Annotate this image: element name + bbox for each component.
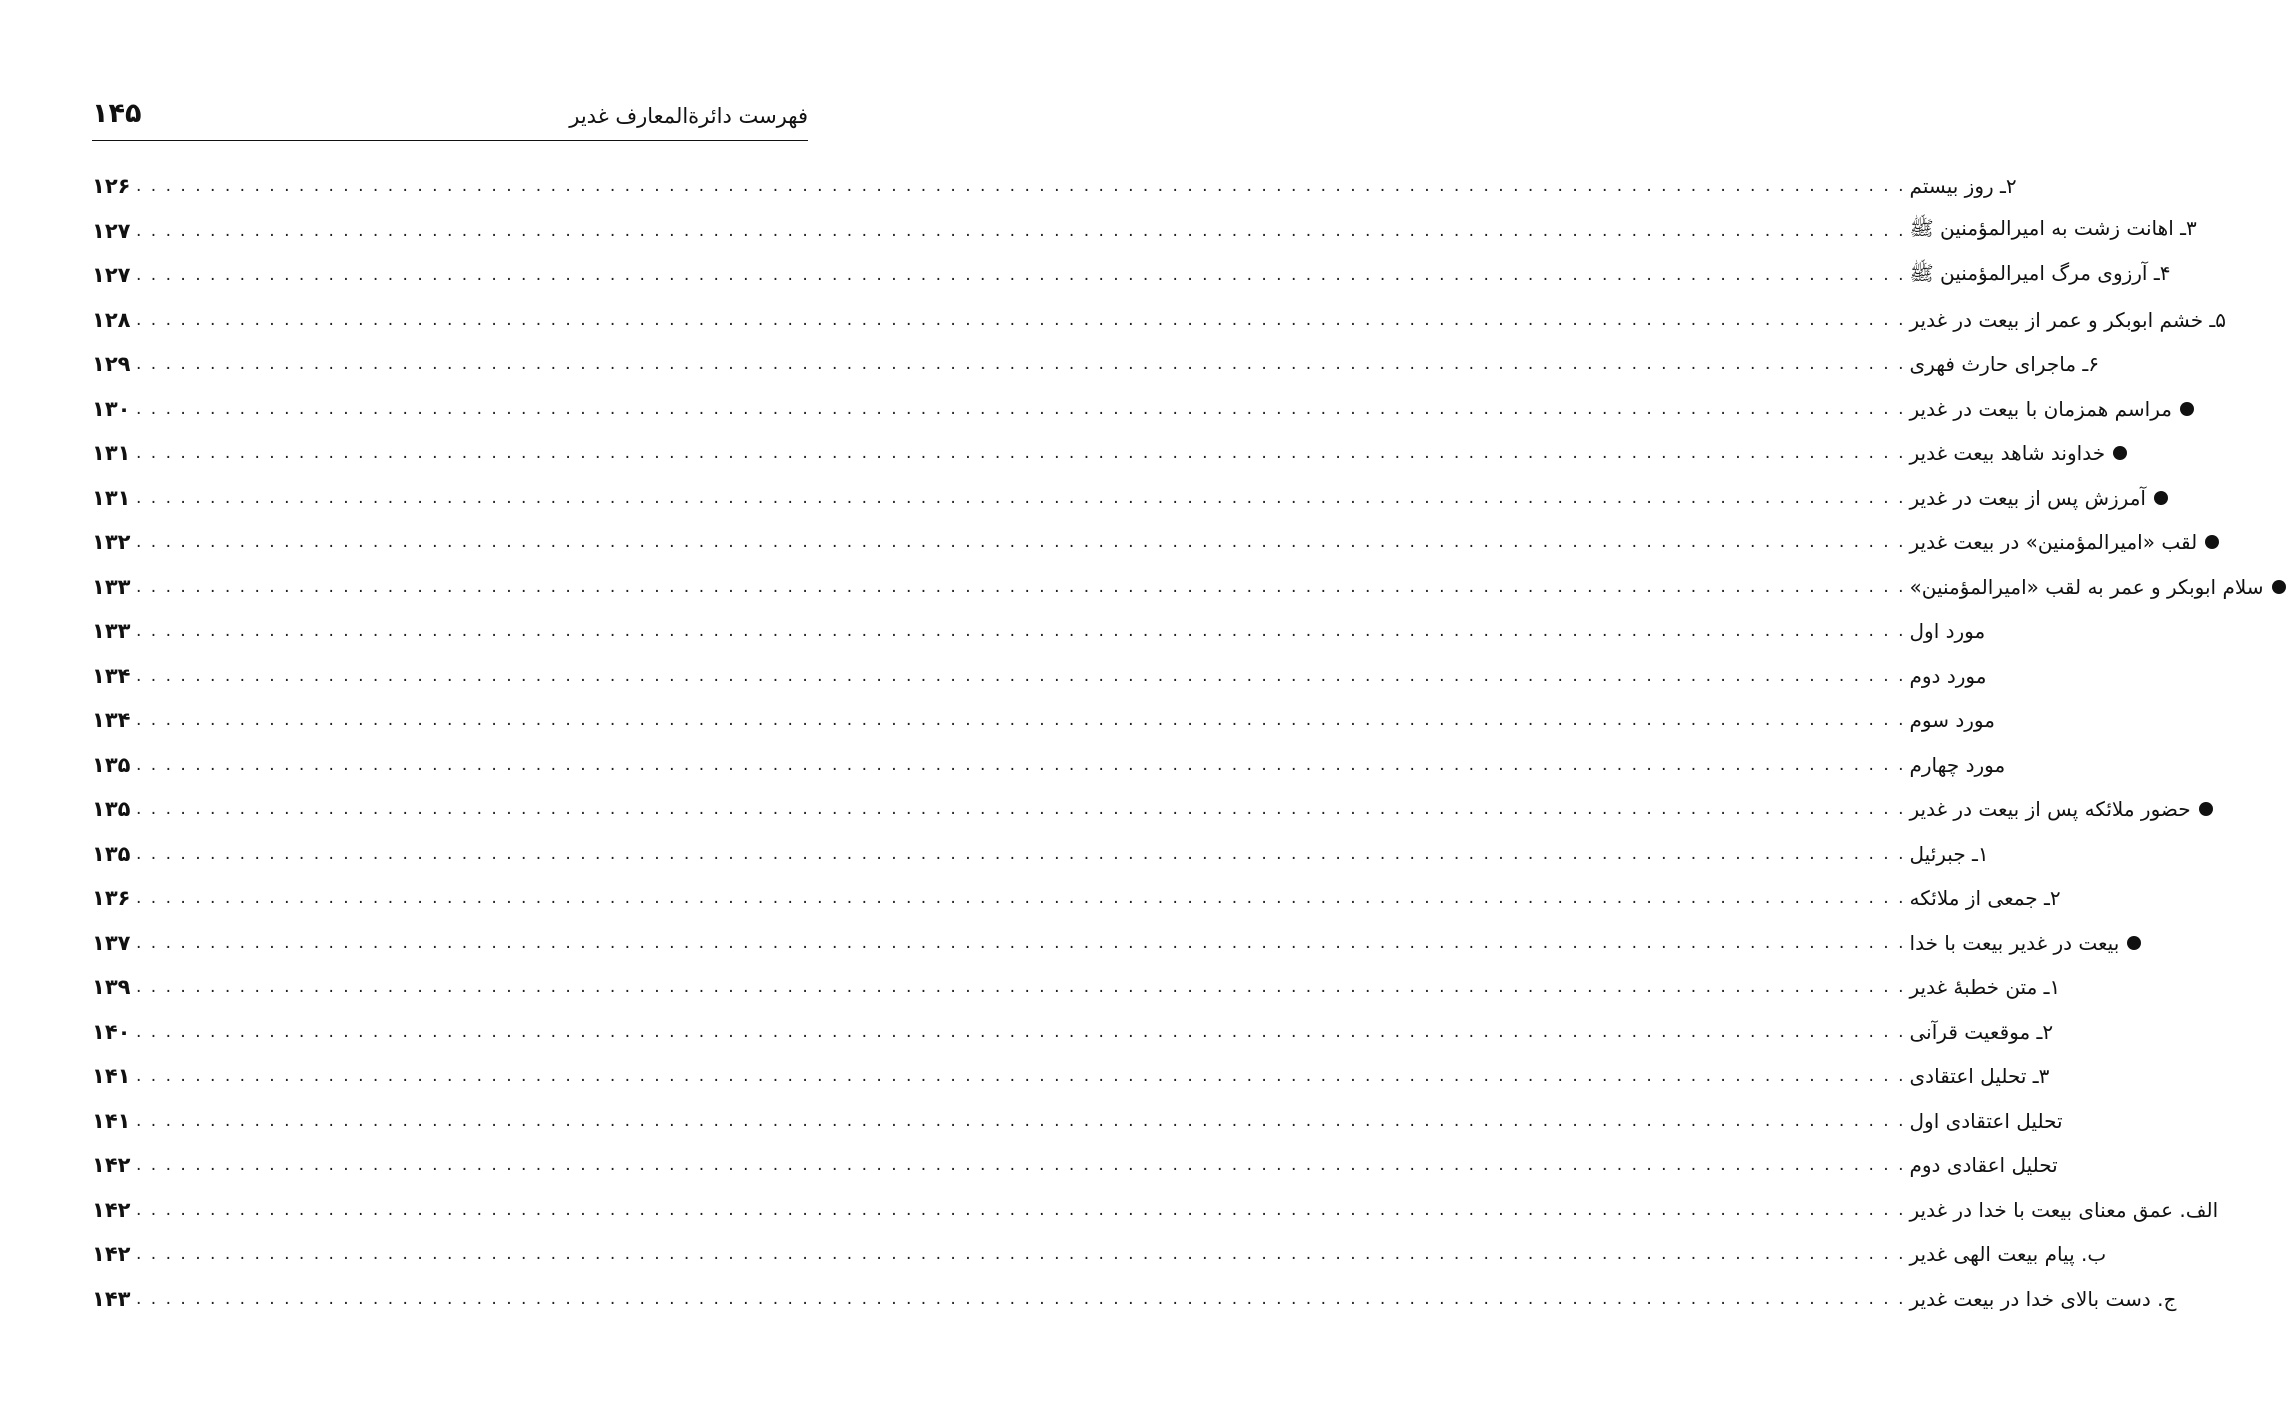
- dot-leader: . . . . . . . . . . . . . . . . . . . . . . . . . . . . . . . . . . . . . . . . . . . . . . . . . . . . . . . . . . . . . . . . . . . . . . . . . . . . . . . . . . . . . . . . . . . . . . . . . . . . . . . . . . . . . . . . . . . . . . . .: [136, 443, 1906, 464]
- dot-leader: . . . . . . . . . . . . . . . . . . . . . . . . . . . . . . . . . . . . . . . . . . . . . . . . . . . . . . . . . . . . . . . . . . . . . . . . . . . . . . . . . . . . . . . . . . . . . . . . . . . . . . . . . . . . . . . . . . . . . . . .: [136, 576, 1906, 597]
- toc-entry-label: حضور ملائکه پس از بیعت در غدیر: [1909, 797, 2191, 822]
- toc-entry: [92, 1143, 2058, 1188]
- dot-leader: . . . . . . . . . . . . . . . . . . . . . . . . . . . . . . . . . . . . . . . . . . . . . . . . . . . . . . . . . . . . . . . . . . . . . . . . . . . . . . . . . . . . . . . . . . . . . . . . . . . . . . . . . . . . . . . . . . . . . . . .: [136, 621, 1906, 642]
- toc-page-number: ۱۳۶: [92, 886, 131, 911]
- toc-page-number: ۱۲۷: [92, 263, 131, 288]
- toc-entry-label: ۲ـ جمعی از ملائکه: [1909, 886, 2061, 911]
- dot-leader: . . . . . . . . . . . . . . . . . . . . . . . . . . . . . . . . . . . . . . . . . . . . . . . . . . . . . . . . . . . . . . . . . . . . . . . . . . . . . . . . . . . . . . . . . . . . . . . . . . . . . . . . . . . . . . . . . . . . . . . .: [136, 1244, 1906, 1265]
- toc-entry-label: مورد سوم: [1909, 708, 1995, 733]
- toc-page-number: ۱۴۳: [92, 1286, 131, 1311]
- toc-entry: [92, 1232, 2107, 1277]
- toc-entry: [92, 1188, 2219, 1233]
- dot-leader: . . . . . . . . . . . . . . . . . . . . . . . . . . . . . . . . . . . . . . . . . . . . . . . . . . . . . . . . . . . . . . . . . . . . . . . . . . . . . . . . . . . . . . . . . . . . . . . . . . . . . . . . . . . . . . . . . . . . . . . .: [136, 1021, 1906, 1042]
- toc-entry: [92, 698, 1995, 743]
- toc-entry-label: لقب «امیرالمؤمنین» در بیعت غدیر: [1909, 530, 2198, 555]
- dot-leader: . . . . . . . . . . . . . . . . . . . . . . . . . . . . . . . . . . . . . . . . . . . . . . . . . . . . . . . . . . . . . . . . . . . . . . . . . . . . . . . . . . . . . . . . . . . . . . . . . . . . . . . . . . . . . . . . . . . . . . . .: [136, 1199, 1906, 1220]
- toc-page-number: ۱۲۹: [92, 352, 131, 377]
- toc-entry-label: ۲ـ موقعیت قرآنی: [1909, 1019, 2054, 1044]
- toc-page-number: ۱۳۳: [92, 574, 131, 599]
- dot-leader: . . . . . . . . . . . . . . . . . . . . . . . . . . . . . . . . . . . . . . . . . . . . . . . . . . . . . . . . . . . . . . . . . . . . . . . . . . . . . . . . . . . . . . . . . . . . . . . . . . . . . . . . . . . . . . . . . . . . . . . .: [136, 977, 1906, 998]
- toc-entry: [92, 431, 2106, 476]
- toc-entry-label: تحلیل اعقادی دوم: [1909, 1153, 2058, 1178]
- dot-leader: . . . . . . . . . . . . . . . . . . . . . . . . . . . . . . . . . . . . . . . . . . . . . . . . . . . . . . . . . . . . . . . . . . . . . . . . . . . . . . . . . . . . . . . . . . . . . . . . . . . . . . . . . . . . . . . . . . . . . . . .: [136, 799, 1906, 820]
- toc-entry-label: تحلیل اعتقادی اول: [1909, 1108, 2063, 1133]
- toc-page-number: ۱۲۶: [92, 174, 131, 199]
- toc-entry: [92, 520, 2198, 565]
- dot-leader: . . . . . . . . . . . . . . . . . . . . . . . . . . . . . . . . . . . . . . . . . . . . . . . . . . . . . . . . . . . . . . . . . . . . . . . . . . . . . . . . . . . . . . . . . . . . . . . . . . . . . . . . . . . . . . . . . . . . . . . .: [136, 354, 1906, 375]
- toc-page-number: ۱۳۲: [92, 530, 131, 555]
- toc-entry-label: ۱ـ متن خطبهٔ غدیر: [1909, 975, 2061, 1000]
- running-title: فهرست دائرةالمعارف غدیر: [569, 104, 808, 128]
- toc-entry-label: ۵ـ خشم ابوبکر و عمر از بیعت در غدیر: [1909, 307, 2227, 332]
- dot-leader: . . . . . . . . . . . . . . . . . . . . . . . . . . . . . . . . . . . . . . . . . . . . . . . . . . . . . . . . . . . . . . . . . . . . . . . . . . . . . . . . . . . . . . . . . . . . . . . . . . . . . . . . . . . . . . . . . . . . . . . .: [136, 1110, 1906, 1131]
- dot-leader: . . . . . . . . . . . . . . . . . . . . . . . . . . . . . . . . . . . . . . . . . . . . . . . . . . . . . . . . . . . . . . . . . . . . . . . . . . . . . . . . . . . . . . . . . . . . . . . . . . . . . . . . . . . . . . . . . . . . . . . .: [136, 220, 1906, 241]
- toc-entry-label: ۱ـ جبرئیل: [1909, 841, 1989, 866]
- toc-entry: [92, 298, 2227, 343]
- dot-leader: . . . . . . . . . . . . . . . . . . . . . . . . . . . . . . . . . . . . . . . . . . . . . . . . . . . . . . . . . . . . . . . . . . . . . . . . . . . . . . . . . . . . . . . . . . . . . . . . . . . . . . . . . . . . . . . . . . . . . . . .: [136, 487, 1906, 508]
- toc-page-number: ۱۳۵: [92, 797, 131, 822]
- toc-entry-label: مورد اول: [1909, 619, 1986, 644]
- toc-page-number: ۱۲۸: [92, 307, 131, 332]
- toc-entry: [92, 253, 2171, 298]
- toc-page-number: ۱۴۲: [92, 1242, 131, 1267]
- toc-entry: [92, 1010, 2054, 1055]
- toc-entry: [92, 787, 2191, 832]
- toc-entry: [92, 209, 2197, 254]
- toc-entry-label: مورد چهارم: [1909, 752, 2006, 777]
- toc-entry-label: مراسم همزمان با بیعت در غدیر: [1909, 396, 2172, 421]
- toc-entry: [92, 876, 2061, 921]
- bullet-icon: [2154, 491, 2168, 505]
- dot-leader: . . . . . . . . . . . . . . . . . . . . . . . . . . . . . . . . . . . . . . . . . . . . . . . . . . . . . . . . . . . . . . . . . . . . . . . . . . . . . . . . . . . . . . . . . . . . . . . . . . . . . . . . . . . . . . . . . . . . . . . .: [136, 843, 1906, 864]
- toc-entry-label: ج. دست بالای خدا در بیعت غدیر: [1909, 1286, 2177, 1311]
- dot-leader: . . . . . . . . . . . . . . . . . . . . . . . . . . . . . . . . . . . . . . . . . . . . . . . . . . . . . . . . . . . . . . . . . . . . . . . . . . . . . . . . . . . . . . . . . . . . . . . . . . . . . . . . . . . . . . . . . . . . . . . .: [136, 176, 1906, 197]
- dot-leader: . . . . . . . . . . . . . . . . . . . . . . . . . . . . . . . . . . . . . . . . . . . . . . . . . . . . . . . . . . . . . . . . . . . . . . . . . . . . . . . . . . . . . . . . . . . . . . . . . . . . . . . . . . . . . . . . . . . . . . . .: [136, 398, 1906, 419]
- toc-entry-label: مورد دوم: [1909, 663, 1987, 688]
- bullet-icon: [2180, 402, 2194, 416]
- toc-entry: [92, 164, 2017, 209]
- bullet-icon: [2127, 936, 2141, 950]
- toc-page-number: ۱۳۵: [92, 752, 131, 777]
- toc-entry-label: ۶ـ ماجرای حارث فهری: [1909, 352, 2100, 377]
- toc-page-number: ۱۳۳: [92, 619, 131, 644]
- dot-leader: . . . . . . . . . . . . . . . . . . . . . . . . . . . . . . . . . . . . . . . . . . . . . . . . . . . . . . . . . . . . . . . . . . . . . . . . . . . . . . . . . . . . . . . . . . . . . . . . . . . . . . . . . . . . . . . . . . . . . . . .: [136, 309, 1906, 330]
- toc-entry: [92, 832, 1989, 877]
- toc-page-number: ۱۴۰: [92, 1019, 131, 1044]
- toc-entry: [92, 1099, 2063, 1144]
- toc-entry: [92, 921, 2120, 966]
- toc-page-number: ۱۴۱: [92, 1064, 131, 1089]
- page-header: [92, 96, 808, 141]
- dot-leader: . . . . . . . . . . . . . . . . . . . . . . . . . . . . . . . . . . . . . . . . . . . . . . . . . . . . . . . . . . . . . . . . . . . . . . . . . . . . . . . . . . . . . . . . . . . . . . . . . . . . . . . . . . . . . . . . . . . . . . . .: [136, 1155, 1906, 1176]
- toc-page-number: ۱۳۱: [92, 485, 131, 510]
- bullet-icon: [2113, 446, 2127, 460]
- dot-leader: . . . . . . . . . . . . . . . . . . . . . . . . . . . . . . . . . . . . . . . . . . . . . . . . . . . . . . . . . . . . . . . . . . . . . . . . . . . . . . . . . . . . . . . . . . . . . . . . . . . . . . . . . . . . . . . . . . . . . . . .: [136, 710, 1906, 731]
- dot-leader: . . . . . . . . . . . . . . . . . . . . . . . . . . . . . . . . . . . . . . . . . . . . . . . . . . . . . . . . . . . . . . . . . . . . . . . . . . . . . . . . . . . . . . . . . . . . . . . . . . . . . . . . . . . . . . . . . . . . . . . .: [136, 932, 1906, 953]
- dot-leader: . . . . . . . . . . . . . . . . . . . . . . . . . . . . . . . . . . . . . . . . . . . . . . . . . . . . . . . . . . . . . . . . . . . . . . . . . . . . . . . . . . . . . . . . . . . . . . . . . . . . . . . . . . . . . . . . . . . . . . . .: [136, 532, 1906, 553]
- dot-leader: . . . . . . . . . . . . . . . . . . . . . . . . . . . . . . . . . . . . . . . . . . . . . . . . . . . . . . . . . . . . . . . . . . . . . . . . . . . . . . . . . . . . . . . . . . . . . . . . . . . . . . . . . . . . . . . . . . . . . . . .: [136, 888, 1906, 909]
- toc-entry: [92, 1054, 2050, 1099]
- toc-entry: [92, 965, 2061, 1010]
- toc-page-number: ۱۳۴: [92, 663, 131, 688]
- toc-page-number: ۱۴۲: [92, 1153, 131, 1178]
- toc-page-number: ۱۲۷: [92, 218, 131, 243]
- toc-page-number: ۱۳۰: [92, 396, 131, 421]
- dot-leader: . . . . . . . . . . . . . . . . . . . . . . . . . . . . . . . . . . . . . . . . . . . . . . . . . . . . . . . . . . . . . . . . . . . . . . . . . . . . . . . . . . . . . . . . . . . . . . . . . . . . . . . . . . . . . . . . . . . . . . . .: [136, 265, 1906, 286]
- dot-leader: . . . . . . . . . . . . . . . . . . . . . . . . . . . . . . . . . . . . . . . . . . . . . . . . . . . . . . . . . . . . . . . . . . . . . . . . . . . . . . . . . . . . . . . . . . . . . . . . . . . . . . . . . . . . . . . . . . . . . . . .: [136, 754, 1906, 775]
- toc-entry-label: خداوند شاهد بیعت غدیر: [1909, 441, 2106, 466]
- toc-entry-label: الف. عمق معنای بیعت با خدا در غدیر: [1909, 1197, 2219, 1222]
- toc-entry-label: ۳ـ اهانت زشت به امیرالمؤمنین ﷺ: [1909, 216, 2197, 241]
- dot-leader: . . . . . . . . . . . . . . . . . . . . . . . . . . . . . . . . . . . . . . . . . . . . . . . . . . . . . . . . . . . . . . . . . . . . . . . . . . . . . . . . . . . . . . . . . . . . . . . . . . . . . . . . . . . . . . . . . . . . . . . .: [136, 1288, 1906, 1309]
- bullet-icon: [2205, 535, 2219, 549]
- toc-page-number: ۱۳۹: [92, 975, 131, 1000]
- toc-entry: [92, 387, 2172, 432]
- page-number: ۱۴۵: [92, 98, 142, 129]
- toc-entry-label: ۴ـ آرزوی مرگ امیرالمؤمنین ﷺ: [1909, 260, 2171, 285]
- toc-entry: [92, 1277, 2177, 1322]
- toc-page-number: ۱۳۵: [92, 841, 131, 866]
- bullet-icon: [2199, 802, 2213, 816]
- toc-page-number: ۱۴۱: [92, 1108, 131, 1133]
- toc-page-number: ۱۴۲: [92, 1197, 131, 1222]
- dot-leader: . . . . . . . . . . . . . . . . . . . . . . . . . . . . . . . . . . . . . . . . . . . . . . . . . . . . . . . . . . . . . . . . . . . . . . . . . . . . . . . . . . . . . . . . . . . . . . . . . . . . . . . . . . . . . . . . . . . . . . . .: [136, 1066, 1906, 1087]
- toc-entry: [92, 565, 2264, 610]
- toc-page-number: ۱۳۷: [92, 930, 131, 955]
- toc-entry-label: آمرزش پس از بیعت در غدیر: [1909, 485, 2146, 510]
- toc-page-number: ۱۳۱: [92, 441, 131, 466]
- toc-entry-label: ۳ـ تحلیل اعتقادی: [1909, 1064, 2050, 1089]
- toc-entry: [92, 476, 2146, 521]
- toc-entry-label: سلام ابوبکر و عمر به لقب «امیرالمؤمنین»: [1909, 574, 2264, 599]
- toc-entry-label: بیعت در غدیر بیعت با خدا: [1909, 930, 2120, 955]
- toc-entry-label: ب. پیام بیعت الهی غدیر: [1909, 1242, 2107, 1267]
- toc-entry: [92, 743, 2006, 788]
- toc-entry-label: ۲ـ روز بیستم: [1909, 174, 2017, 199]
- bullet-icon: [2272, 580, 2286, 594]
- table-of-contents: [92, 164, 2264, 1321]
- dot-leader: . . . . . . . . . . . . . . . . . . . . . . . . . . . . . . . . . . . . . . . . . . . . . . . . . . . . . . . . . . . . . . . . . . . . . . . . . . . . . . . . . . . . . . . . . . . . . . . . . . . . . . . . . . . . . . . . . . . . . . . .: [136, 665, 1906, 686]
- toc-entry: [92, 609, 1986, 654]
- toc-page-number: ۱۳۴: [92, 708, 131, 733]
- toc-entry: [92, 654, 1987, 699]
- toc-entry: [92, 342, 2100, 387]
